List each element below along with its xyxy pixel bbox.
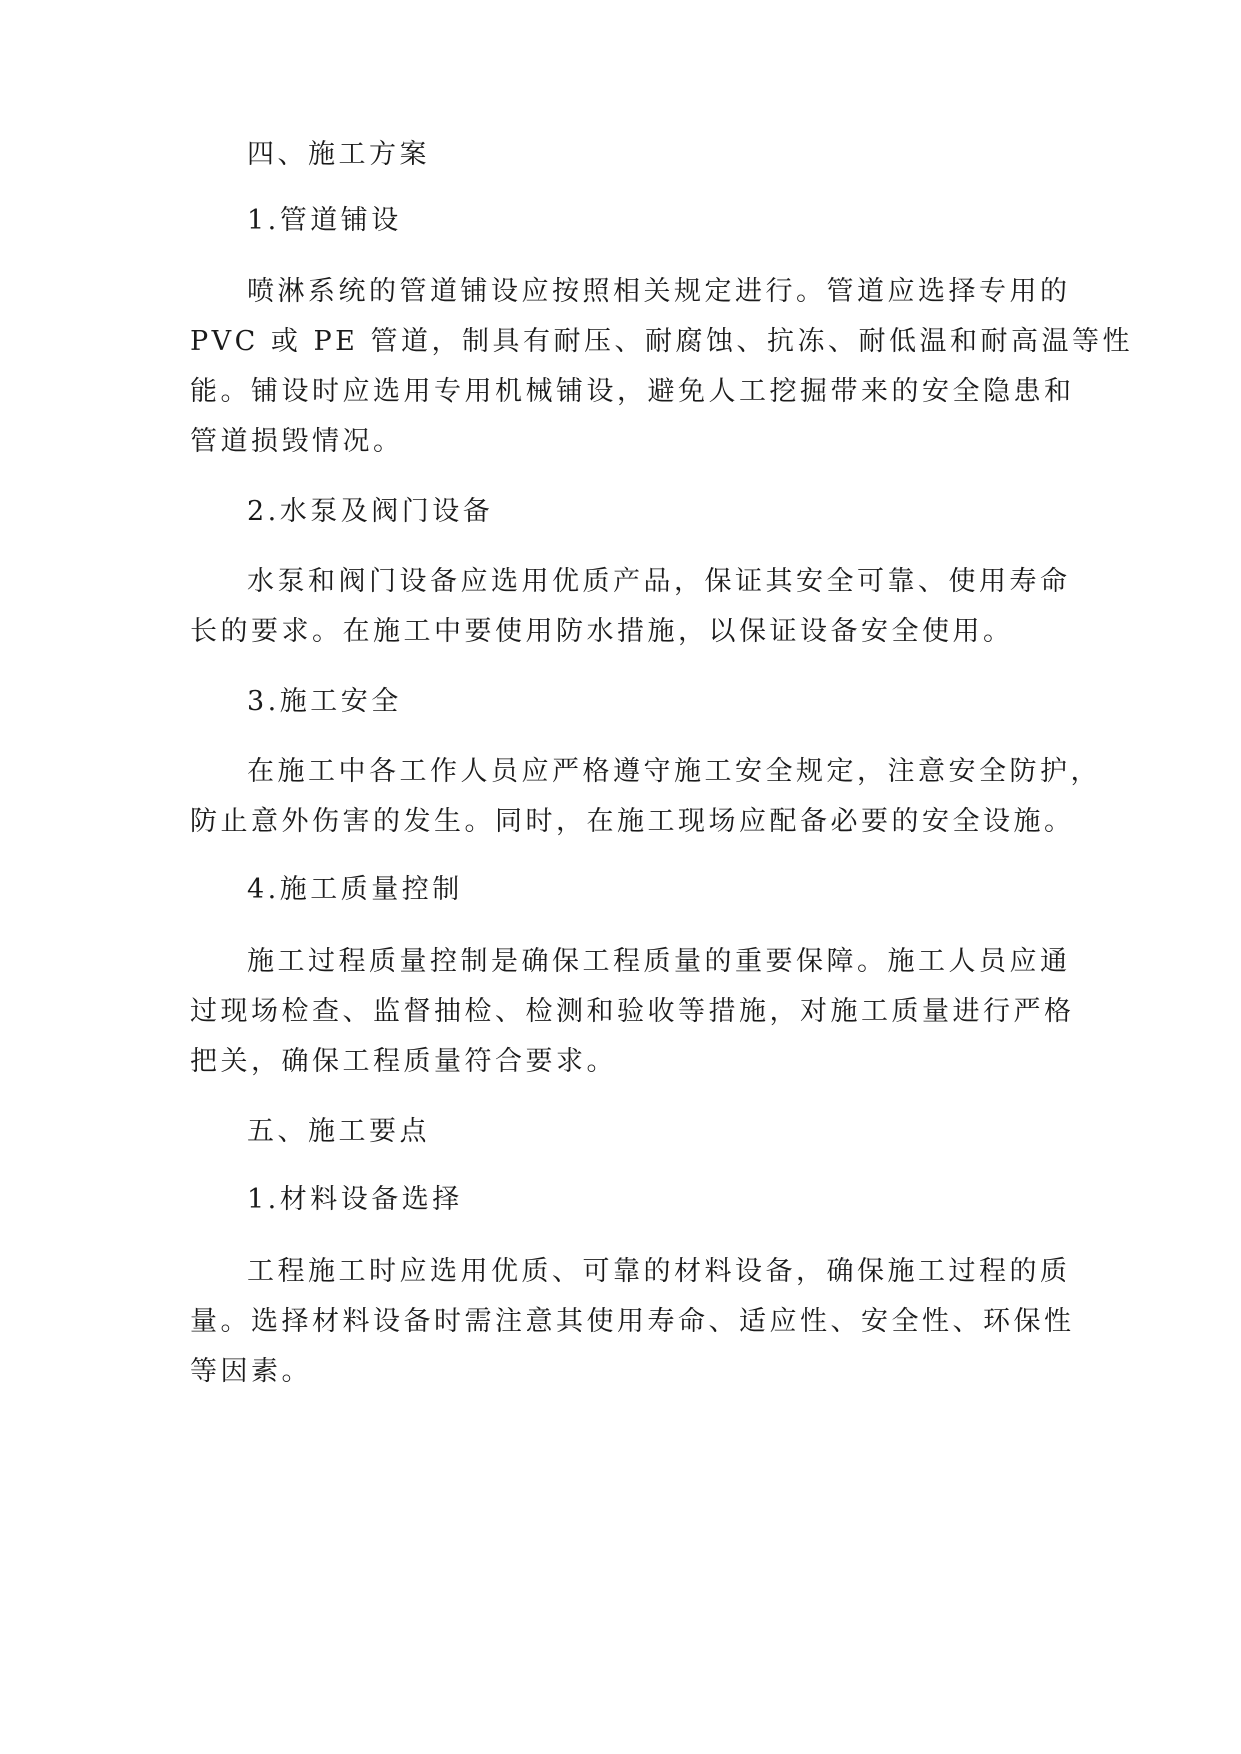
paragraph-line: 量。选择材料设备时需注意其使用寿命、适应性、安全性、环保性 [190, 1306, 1075, 1337]
paragraph-line: 管道损毁情况。 [190, 426, 404, 457]
paragraph-line: 把关，确保工程质量符合要求。 [190, 1046, 617, 1077]
subsection-heading: 1.管道铺设 [247, 205, 402, 236]
paragraph-line: 等因素。 [190, 1356, 312, 1387]
paragraph-line: 喷淋系统的管道铺设应按照相关规定进行。管道应选择专用的 [247, 276, 1071, 307]
subsection-heading: 4.施工质量控制 [247, 874, 463, 905]
subsection-heading: 2.水泵及阀门设备 [247, 496, 494, 527]
subsection-heading: 1.材料设备选择 [247, 1184, 463, 1215]
paragraph-line: PVC 或 PE 管道，制具有耐压、耐腐蚀、抗冻、耐低温和耐高温等性 [190, 326, 1133, 357]
paragraph-line: 长的要求。在施工中要使用防水措施，以保证设备安全使用。 [190, 616, 1014, 647]
section-heading: 四、施工方案 [247, 139, 430, 170]
paragraph-line: 能。铺设时应选用专用机械铺设，避免人工挖掘带来的安全隐患和 [190, 376, 1075, 407]
paragraph-line: 施工过程质量控制是确保工程质量的重要保障。施工人员应通 [247, 946, 1071, 977]
section-heading: 五、施工要点 [247, 1116, 430, 1147]
paragraph-line: 在施工中各工作人员应严格遵守施工安全规定，注意安全防护， [247, 756, 1101, 787]
paragraph-line: 防止意外伤害的发生。同时，在施工现场应配备必要的安全设施。 [190, 806, 1075, 837]
subsection-heading: 3.施工安全 [247, 686, 402, 717]
paragraph-line: 过现场检查、监督抽检、检测和验收等措施，对施工质量进行严格 [190, 996, 1075, 1027]
paragraph-line: 工程施工时应选用优质、可靠的材料设备，确保施工过程的质 [247, 1256, 1071, 1287]
paragraph-line: 水泵和阀门设备应选用优质产品，保证其安全可靠、使用寿命 [247, 566, 1071, 597]
